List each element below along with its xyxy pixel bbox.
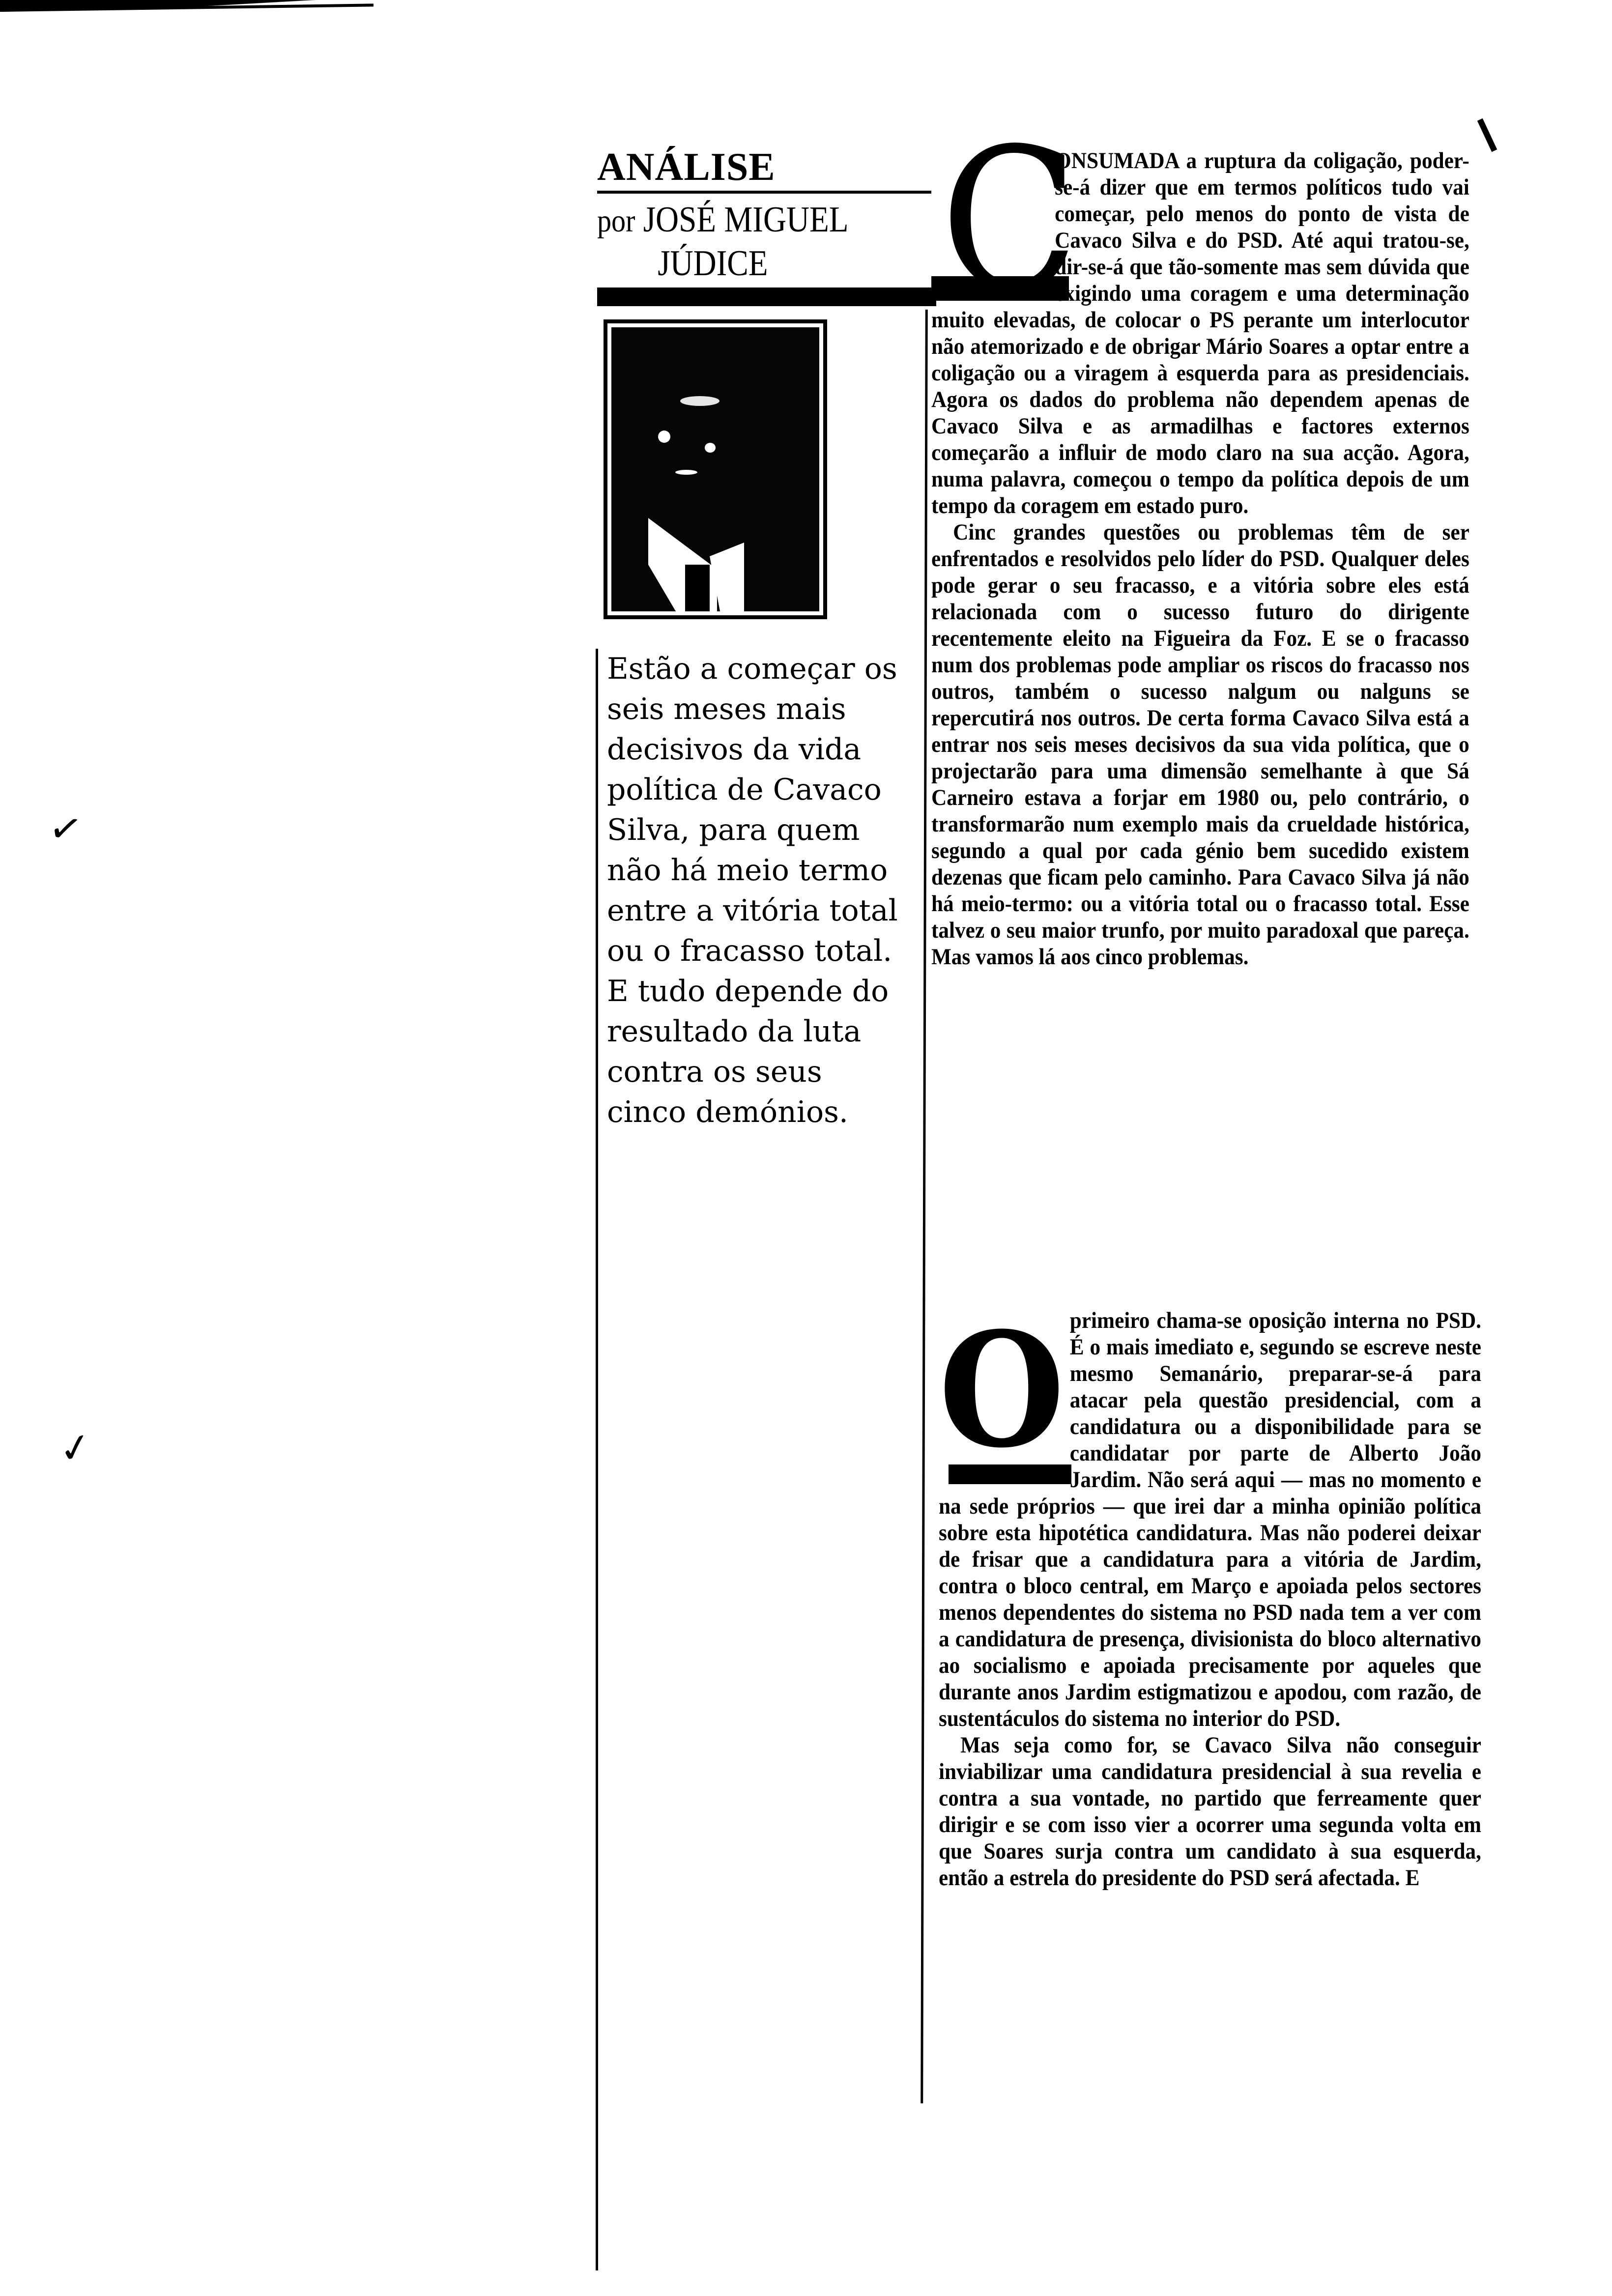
pull-quote-line: E tudo depende do xyxy=(607,974,889,1008)
author-name-line2: JÚDICE xyxy=(658,243,768,284)
pull-quote-line: Silva, para quem xyxy=(607,813,860,847)
portrait-image xyxy=(611,327,819,611)
byline xyxy=(597,199,895,285)
article-body-section-2 xyxy=(939,1298,1528,1891)
body-paragraph: primeiro chama-se oposição interna no PSD. É o mais imediato e, segundo se escreve neste mesmo Semanário, preparar-se-á para atacar pela questão presidencial, com a candidatura ou a disponibilidade para se candidatar por parte de Alberto João Jardim. Não será aqui — mas no momento e na sede próprios — que irei dar a minha opinião política sobre esta hipotética candidatura. Mas não poderei deixar de frisar que a candidatura para a vitória de Jardim, contra o bloco central, em Março e apoiada pelos sectores menos dependentes do sistema no PSD nada tem a ver com a candidatura de presença, divisionista do bloco alternativo ao socialismo e apoiada precisamente por aqueles que durante anos Jardim estigmatizou e apodou, com razão, de sustentáculos do sistema no interior do PSD. xyxy=(939,1308,1481,1731)
pull-quote-line: seis meses mais xyxy=(607,692,846,726)
pull-quote-line: decisivos da vida xyxy=(607,732,862,767)
column-rule-left xyxy=(596,649,598,2270)
pull-quote xyxy=(607,649,912,1132)
section-kicker: ANÁLISE xyxy=(597,145,776,189)
drop-cap: C xyxy=(940,107,1079,335)
author-photo xyxy=(604,319,827,619)
pull-quote-line: resultado da luta xyxy=(607,1014,862,1049)
drop-cap: O xyxy=(939,1298,1065,1483)
handwritten-check-mark: ✓ xyxy=(55,1422,96,1474)
kicker-rule xyxy=(597,191,931,194)
column-rule-middle xyxy=(921,310,928,2103)
article-body-section-1 xyxy=(931,107,1516,970)
pull-quote-line: não há meio termo xyxy=(607,853,888,888)
header-bar xyxy=(597,287,936,306)
author-name-line1: JOSÉ MIGUEL xyxy=(643,200,849,240)
pull-quote-line: política de Cavaco xyxy=(607,773,882,807)
pull-quote-line: Estão a começar os xyxy=(607,652,897,686)
body-paragraph: Cinc grandes questões ou problemas têm de ser enfrentados e resolvidos pelo líder do PSD. Qualquer deles pode gerar o seu fracasso, e a vitória sobre eles está relacionada com o sucesso futuro do dirigente recentemente eleito na Figueira da Foz. E se o fracasso num dos problemas pode ampliar os riscos do fracasso nos outros, também o sucesso nalgum ou nalguns se repercutirá nos outros. De certa forma Cavaco Silva está a entrar nos seis meses decisivos da sua vida política, que o projectarão para uma dimensão semelhante à que Sá Carneiro estava a forjar em 1980 ou, pelo contrário, o transformarão num exemplo mais da crueldade histórica, segundo a qual por cada génio bem sucedido existem dezenas que ficam pelo caminho. Para Cavaco Silva já não há meio-termo: ou a vitória total ou o fracasso total. Esse talvez o seu maior trunfo, por muito paradoxal que pareça. Mas vamos lá aos cinco problemas. xyxy=(931,519,1469,970)
body-paragraph: Mas seja como for, se Cavaco Silva não conseguir inviabilizar uma candidatura presidencial à sua revelia e contra a sua vontade, no partido que ferreamente quer dirigir e se com isso vier a ocorrer uma segunda volta em que Soares surja contra um candidato à sua esquerda, então a estrela do presidente do PSD será afectada. E xyxy=(939,1732,1481,1891)
scan-border-artifact xyxy=(0,0,1081,12)
pull-quote-line: ou o fracasso total. xyxy=(607,934,892,968)
byline-prefix: por xyxy=(597,203,635,239)
handwritten-check-mark: ✓ xyxy=(45,803,86,855)
article-header xyxy=(597,147,936,306)
body-paragraph: ONSUMADA a ruptura da coligação, poder-se-á dizer que em termos políticos tudo vai começar, pelo menos do ponto de vista de Cavaco Silva e do PSD. Até aqui tratou-se, dir-se-á que tão-somente mas sem dúvida que exigindo uma coragem e uma determinação muito elevadas, de colocar o PS perante um interlocutor não atemorizado e de obrigar Mário Soares a optar entre a coligação ou a viragem à esquerda para as presidenciais. Agora os dados do problema não dependem apenas de Cavaco Silva e as armadilhas e factores externos começarão a influir de modo claro na sua acção. Agora, numa palavra, começou o tempo da política depois de um tempo da coragem em estado puro. xyxy=(931,148,1469,518)
pull-quote-line: entre a vitória total xyxy=(607,893,898,928)
margin-tick-mark xyxy=(1477,118,1497,152)
pull-quote-line: contra os seus xyxy=(607,1055,822,1089)
pull-quote-line: cinco demónios. xyxy=(607,1095,848,1129)
